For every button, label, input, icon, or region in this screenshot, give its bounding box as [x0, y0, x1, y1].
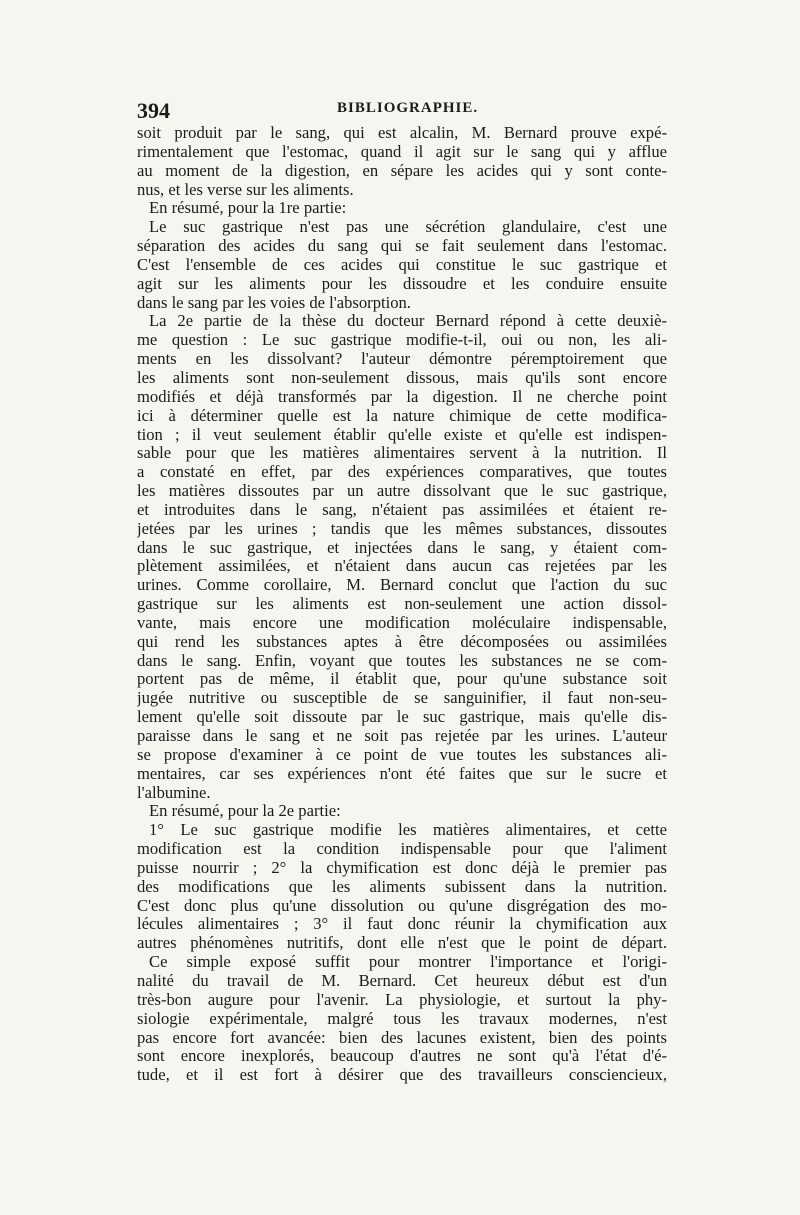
- text-line: C'est l'ensemble de ces acides qui constitue le suc gastrique et: [137, 255, 667, 274]
- body-text: [137, 124, 667, 1085]
- text-line: urines. Comme corollaire, M. Bernard conclut que l'action du suc: [137, 576, 667, 595]
- text-line: modification est la condition indispensable pour que l'aliment: [137, 840, 667, 859]
- text-line: gastrique sur les aliments est non-seulement une action dissol-: [137, 595, 667, 614]
- text-line: 1° Le suc gastrique modifie les matières alimentaires, et cette: [149, 821, 667, 840]
- running-head: BIBLIOGRAPHIE.: [337, 100, 479, 116]
- text-line: qui rend les substances aptes à être décomposées ou assimilées: [137, 632, 667, 651]
- text-line: tude, et il est fort à désirer que des travailleurs consciencieux,: [137, 1066, 667, 1085]
- text-line: plètement assimilées, et n'étaient dans aucun cas rejetées par les: [137, 557, 667, 576]
- text-line: paraisse dans le sang et ne soit pas rejetée par les urines. L'auteur: [137, 727, 667, 745]
- text-line: portent pas de même, il établit que, pour qu'une substance soit: [137, 670, 667, 689]
- text-line: au moment de la digestion, en sépare les acides qui y sont conte-: [137, 161, 667, 180]
- text-line: jugée nutritive ou susceptible de se sanguinifier, il faut non-seu-: [137, 689, 667, 708]
- text-line: Ce simple exposé suffit pour montrer l'importance et l'origi-: [149, 953, 667, 972]
- text-line: rimentalement que l'estomac, quand il agit sur le sang qui y afflue: [137, 142, 667, 161]
- text-line: En résumé, pour la 1re partie:: [149, 199, 347, 218]
- text-line: nus, et les verse sur les aliments.: [137, 180, 354, 199]
- text-line: l'albumine.: [137, 783, 211, 802]
- text-line: soit produit par le sang, qui est alcalin, M. Bernard prouve expé-: [137, 124, 667, 142]
- text-line: autres phénomènes nutritifs, dont elle n'est que le point de départ.: [137, 934, 667, 953]
- text-line: agit sur les aliments pour les dissoudre et les conduire ensuite: [137, 274, 667, 293]
- text-line: les aliments sont non-seulement dissous, mais qu'ils sont encore: [137, 368, 667, 387]
- text-line: dans le sang. Enfin, voyant que toutes les substances ne se com-: [137, 651, 667, 670]
- text-line: modifiés et déjà transformés par la digestion. Il ne cherche point: [137, 387, 667, 406]
- text-line: puisse nourrir ; 2° la chymification est donc déjà le premier pas: [137, 858, 667, 877]
- text-line: jetées par les urines ; tandis que les mêmes substances, dissoutes: [137, 519, 667, 538]
- text-line: a constaté en effet, par des expériences comparatives, que toutes: [137, 463, 667, 482]
- text-line: se propose d'examiner à ce point de vue toutes les substances ali-: [137, 745, 667, 764]
- text-line: des modifications que les aliments subissent dans la nutrition.: [137, 877, 667, 896]
- text-line: ments en les dissolvant? l'auteur démontre péremptoirement que: [137, 350, 667, 369]
- text-line: siologie expérimentale, malgré tous les travaux modernes, n'est: [137, 1009, 667, 1028]
- text-line: ici à déterminer quelle est la nature chimique de cette modifica-: [137, 406, 667, 425]
- text-line: En résumé, pour la 2e partie:: [149, 802, 341, 821]
- text-line: nalité du travail de M. Bernard. Cet heureux début est d'un: [137, 971, 667, 990]
- text-line: dans le suc gastrique, et injectées dans le sang, y étaient com-: [137, 538, 667, 557]
- text-line: C'est donc plus qu'une dissolution ou qu'une disgrégation des mo-: [137, 896, 667, 915]
- text-line: tion ; il veut seulement établir qu'elle existe et qu'elle est indispen-: [137, 425, 667, 444]
- text-line: séparation des acides du sang qui se fait seulement dans l'estomac.: [137, 237, 667, 256]
- text-line: et introduites dans le sang, n'étaient pas assimilées et étaient re-: [137, 500, 667, 519]
- text-line: lement qu'elle soit dissoute par le suc gastrique, mais qu'elle dis-: [137, 708, 667, 727]
- text-line: très-bon augure pour l'avenir. La physiologie, et surtout la phy-: [137, 990, 667, 1009]
- text-line: sable pour que les matières alimentaires servent à la nutrition. Il: [137, 444, 667, 463]
- text-line: les matières dissoutes par un autre dissolvant que le suc gastrique,: [137, 482, 667, 501]
- text-line: vante, mais encore une modification moléculaire indispensable,: [137, 613, 667, 632]
- page-number: 394: [137, 98, 170, 123]
- text-line: pas encore fort avancée: bien des lacunes existent, bien des points: [137, 1028, 667, 1047]
- text-line: La 2e partie de la thèse du docteur Bernard répond à cette deuxiè-: [149, 312, 667, 331]
- text-line: dans le sang par les voies de l'absorption.: [137, 293, 411, 312]
- text-line: sont encore inexplorés, beaucoup d'autres ne sont qu'à l'état d'é-: [137, 1047, 667, 1066]
- text-line: me question : Le suc gastrique modifie-t-il, oui ou non, les ali-: [137, 331, 667, 350]
- text-line: mentaires, car ses expériences n'ont été faites que sur le sucre et: [137, 764, 667, 783]
- text-line: Le suc gastrique n'est pas une sécrétion glandulaire, c'est une: [149, 218, 667, 237]
- text-line: lécules alimentaires ; 3° il faut donc réunir la chymification aux: [137, 915, 667, 934]
